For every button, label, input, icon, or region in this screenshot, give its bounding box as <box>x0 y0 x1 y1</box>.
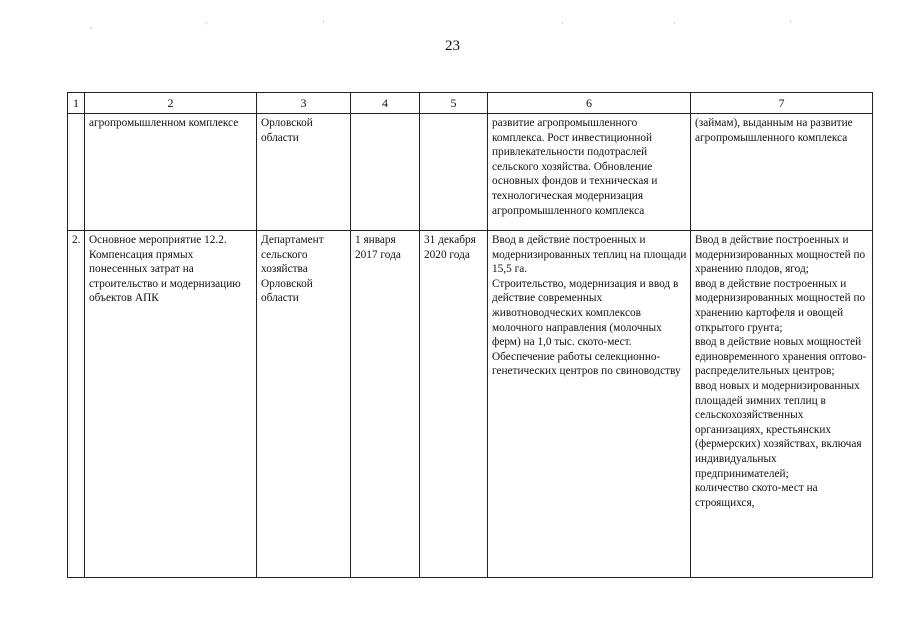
column-header-4: 4 <box>351 93 420 114</box>
row-number-cell: 2. <box>68 231 85 578</box>
end-date-cell <box>420 114 488 231</box>
expected-result-cell: развитие агропромышленного комплекса. Рост инвестиционной привлекательности подотраслей сельского хозяйства. Обновление основных фондов и техническая и технологическая модернизация агропромышленного комплекса <box>488 114 691 231</box>
table-row <box>68 114 873 231</box>
start-date-cell: 1 января 2017 года <box>351 231 420 578</box>
column-header-3: 3 <box>257 93 351 114</box>
measure-name-cell: агропромышленном комплексе <box>85 114 257 231</box>
column-header-2: 2 <box>85 93 257 114</box>
table-header-row <box>68 93 873 114</box>
page-number: 23 <box>445 38 460 54</box>
scan-artifact: ' <box>790 19 792 28</box>
indicator-cell: (займам), выданным на развитие агропромышленного комплекса <box>691 114 873 231</box>
column-header-6: 6 <box>488 93 691 114</box>
executor-cell: Орловской области <box>257 114 351 231</box>
column-header-7: 7 <box>691 93 873 114</box>
scan-artifact: ' <box>206 21 208 30</box>
indicator-cell: Ввод в действие построенных и модернизированных мощностей по хранению плодов, ягод; ввод в действие построенных и модернизированных мощностей по хранению картофеля и овощей открытого грунта; ввод в действие новых мощностей единовременного хранения оптово-распределительных центров; ввод новых и модернизированных площадей зимних теплиц в сельскохозяйственных организациях, крестьянских (фермерских) хозяйствах, включая индивидуальных предпринимателей; количество ското-мест на строящихся, <box>691 231 873 578</box>
executor-cell: Департамент сельского хозяйства Орловской области <box>257 231 351 578</box>
scan-artifact: ' <box>323 19 325 28</box>
measure-name-cell: Основное мероприятие 12.2. Компенсация прямых понесенных затрат на строительство и модернизацию объектов АПК <box>85 231 257 578</box>
scan-artifact: ' <box>562 21 564 30</box>
expected-result-cell: Ввод в действие построенных и модернизированных теплиц на площади 15,5 га. Строительство, модернизация и ввод в действие современных животноводческих комплексов молочного направления (молочных ферм) на 1,0 тыс. ското-мест. Обеспечение работы селекционно-генетических центров по свиноводству <box>488 231 691 578</box>
table-row <box>68 231 873 578</box>
program-table <box>67 92 873 578</box>
start-date-cell <box>351 114 420 231</box>
scan-artifact: ' <box>674 21 676 30</box>
column-header-5: 5 <box>420 93 488 114</box>
row-number-cell <box>68 114 85 231</box>
column-header-1: 1 <box>68 93 85 114</box>
scan-artifact: , <box>90 21 92 30</box>
end-date-cell: 31 декабря 2020 года <box>420 231 488 578</box>
